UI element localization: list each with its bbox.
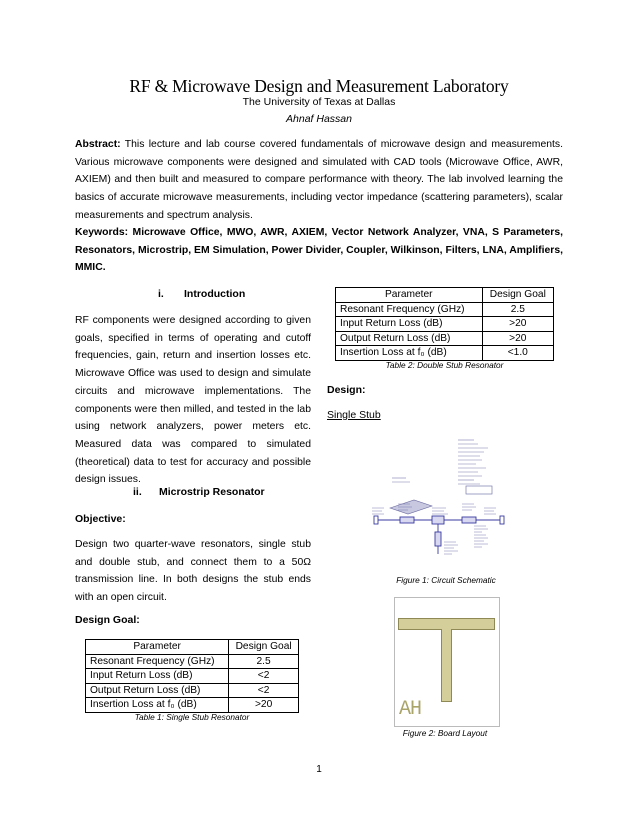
design-label: Design:: [327, 384, 366, 396]
board-logo: AH: [399, 698, 422, 721]
institution: The University of Texas at Dallas: [242, 96, 396, 108]
figure2-caption: Figure 2: Board Layout: [402, 728, 488, 738]
table-header-row: [86, 640, 299, 655]
keywords: Keywords: Microwave Office, MWO, AWR, AXIEM, Vector Network Analyzer, VNA, S Parameters, Resonators, Microstrip, EM Simulation, Power Divider, Coupler, Wilkinson, Filters, LNA, Amplifiers, MMIC.: [75, 227, 563, 274]
table-cell: 2.5: [482, 302, 553, 317]
table-double-stub: [335, 287, 554, 361]
page-number: 1: [316, 764, 322, 775]
table1-caption: Table 1: Single Stub Resonator: [134, 712, 250, 722]
table-header: Parameter: [86, 640, 229, 655]
table-row: [336, 346, 554, 361]
table-row: [336, 302, 554, 317]
table-single-stub: [85, 639, 299, 713]
table-cell: Input Return Loss (dB): [336, 317, 483, 332]
board-layout: [394, 597, 500, 727]
table-header-row: [336, 288, 554, 303]
author: Ahnaf Hassan: [286, 113, 352, 125]
table-cell: Input Return Loss (dB): [86, 669, 229, 684]
table-cell: 2.5: [229, 654, 299, 669]
schematic-box: [466, 486, 492, 494]
section-number: i.: [158, 288, 164, 300]
abstract-text: This lecture and lab course covered fundamentals of microwave design and measurements. Various microwave components were designed and simulated with CAD tools (Microwave Office, AWR, AXIEM) and then built and measured to compare performance with theory. The lab involved learning the basics of accurate microwave measurements, including vector impedance (scattering parameters), scalar measurements and spectrum analysis.: [75, 139, 563, 221]
section-title: Microstrip Resonator: [159, 486, 265, 498]
table-header: Design Goal: [229, 640, 299, 655]
table-row: [86, 698, 299, 713]
circuit-schematic: [370, 436, 510, 566]
table-cell: Output Return Loss (dB): [86, 683, 229, 698]
section-title: Introduction: [184, 288, 246, 300]
paper-title: RF & Microwave Design and Measurement Laboratory: [129, 76, 509, 96]
table-row: [86, 683, 299, 698]
table-row: [86, 669, 299, 684]
abstract: [75, 136, 563, 225]
figure1-caption: Figure 1: Circuit Schematic: [396, 575, 496, 585]
abstract-label: Abstract:: [75, 139, 121, 150]
section-heading-introduction: [158, 288, 245, 300]
schematic-annotation-block: [458, 440, 488, 484]
section-heading-microstrip: [133, 486, 265, 498]
introduction-body: RF components were designed according to given goals, specified in terms of operating and cutoff frequencies, gain, return and insertion losses etc. Microwave Office was used to design and simulate circuits and microwave implementations. The components were then milled, and tested in the lab using network analyzers, power meters etc. Measured data was compared to simulated (theoretical) data to test for accuracy and possible design issues.: [75, 315, 311, 486]
table-header: Design Goal: [482, 288, 553, 303]
table-cell: Insertion Loss at f₀ (dB): [336, 346, 483, 361]
table-cell: >20: [482, 331, 553, 346]
table-header: Parameter: [336, 288, 483, 303]
design-goal-label: Design Goal:: [75, 614, 140, 626]
board-stub-vertical: [441, 629, 452, 702]
table-cell: <2: [229, 669, 299, 684]
table-cell: Output Return Loss (dB): [336, 331, 483, 346]
table-cell: >20: [229, 698, 299, 713]
table-cell: Resonant Frequency (GHz): [86, 654, 229, 669]
table-cell: <1.0: [482, 346, 553, 361]
table-row: [86, 654, 299, 669]
table-cell: Resonant Frequency (GHz): [336, 302, 483, 317]
objective-label: Objective:: [75, 513, 126, 525]
table-cell: >20: [482, 317, 553, 332]
table2-caption: Table 2: Double Stub Resonator: [385, 360, 504, 370]
schematic-labels: [372, 504, 496, 554]
table-cell: <2: [229, 683, 299, 698]
table-row: [336, 331, 554, 346]
objective-text: Design two quarter-wave resonators, single stub and double stub, and connect them to a 50Ω transmission line. In both designs the stub ends with an open circuit.: [75, 539, 311, 604]
table-row: [336, 317, 554, 332]
single-stub-subheading: Single Stub: [327, 409, 381, 421]
table-cell: Insertion Loss at f₀ (dB): [86, 698, 229, 713]
substrate-icon: [390, 478, 432, 514]
section-number: ii.: [133, 486, 142, 498]
